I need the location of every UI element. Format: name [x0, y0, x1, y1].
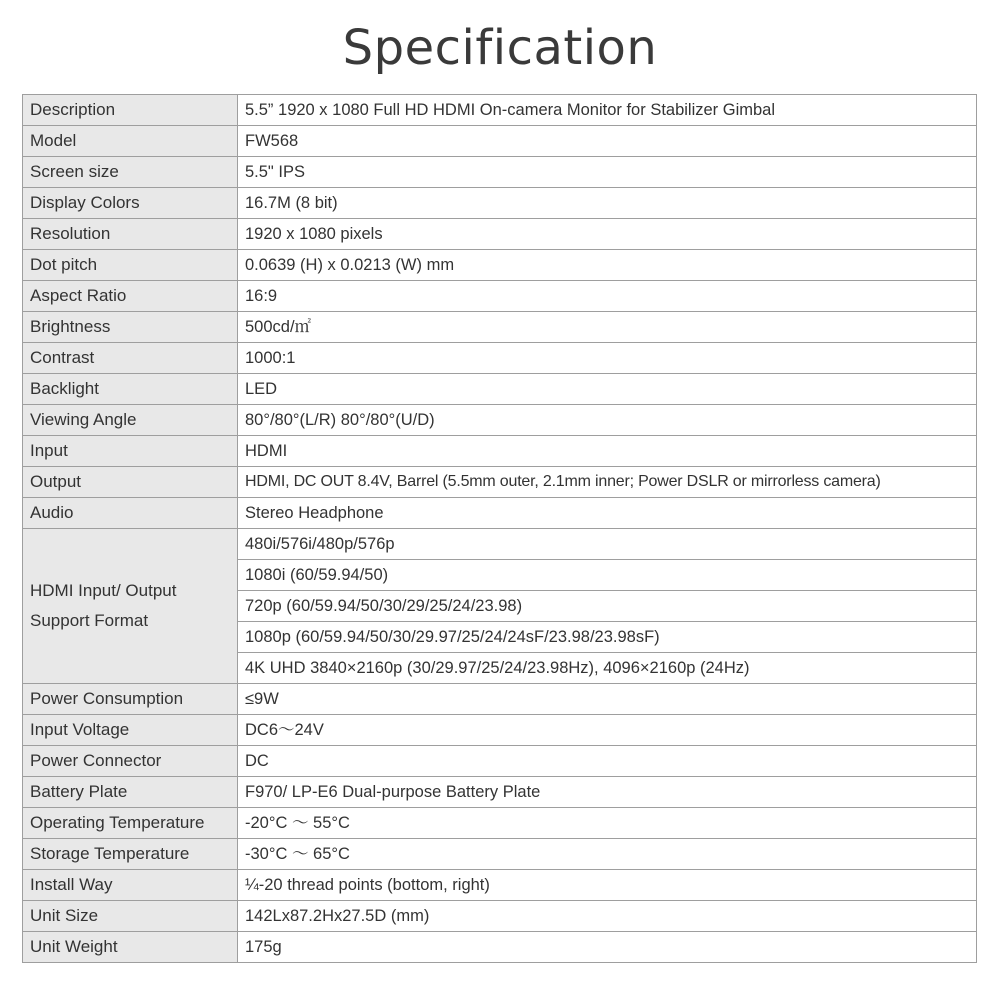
table-row	[23, 312, 977, 343]
spec-label: Input Voltage	[23, 715, 238, 746]
spec-value: DC	[238, 746, 977, 777]
spec-value: Stereo Headphone	[238, 498, 977, 529]
hdmi-format-value: 720p (60/59.94/50/30/29/25/24/23.98)	[238, 591, 977, 622]
spec-label: Aspect Ratio	[23, 281, 238, 312]
spec-value: 16:9	[238, 281, 977, 312]
table-row	[23, 126, 977, 157]
spec-value: 500cd/㎡	[238, 312, 977, 343]
hdmi-format-label-line1: HDMI Input/ Output	[30, 581, 177, 600]
hdmi-format-value: 4K UHD 3840×2160p (30/29.97/25/24/23.98Hz), 4096×2160p (24Hz)	[238, 653, 977, 684]
table-row	[23, 777, 977, 808]
spec-table	[22, 94, 977, 963]
spec-value: 1000:1	[238, 343, 977, 374]
spec-label: Input	[23, 436, 238, 467]
table-row	[23, 498, 977, 529]
spec-value: 16.7M (8 bit)	[238, 188, 977, 219]
spec-label: Viewing Angle	[23, 405, 238, 436]
spec-label: Storage Temperature	[23, 839, 238, 870]
spec-label: Battery Plate	[23, 777, 238, 808]
spec-value: ¼-20 thread points (bottom, right)	[238, 870, 977, 901]
spec-label: Unit Size	[23, 901, 238, 932]
table-row	[23, 188, 977, 219]
hdmi-format-label-line2: Support Format	[30, 611, 149, 630]
table-row	[23, 684, 977, 715]
table-row	[23, 343, 977, 374]
table-row	[23, 250, 977, 281]
spec-value: 5.5” 1920 x 1080 Full HD HDMI On-camera Monitor for Stabilizer Gimbal	[238, 95, 977, 126]
hdmi-format-value: 1080p (60/59.94/50/30/29.97/25/24/24sF/23.98/23.98sF)	[238, 622, 977, 653]
spec-label: Model	[23, 126, 238, 157]
table-row	[23, 901, 977, 932]
spec-label: Audio	[23, 498, 238, 529]
spec-value: -30°C ～ 65°C	[238, 839, 977, 870]
table-row	[23, 715, 977, 746]
spec-label: Screen size	[23, 157, 238, 188]
spec-value: 0.0639 (H) x 0.0213 (W) mm	[238, 250, 977, 281]
spec-label: Contrast	[23, 343, 238, 374]
spec-value: DC6～24V	[238, 715, 977, 746]
table-row	[23, 405, 977, 436]
table-row	[23, 529, 977, 560]
table-row	[23, 219, 977, 250]
table-row	[23, 870, 977, 901]
spec-value: 142Lx87.2Hx27.5D (mm)	[238, 901, 977, 932]
spec-label: Unit Weight	[23, 932, 238, 963]
table-row	[23, 374, 977, 405]
spec-label: Resolution	[23, 219, 238, 250]
table-row	[23, 932, 977, 963]
spec-label: Dot pitch	[23, 250, 238, 281]
hdmi-format-value: 480i/576i/480p/576p	[238, 529, 977, 560]
spec-value: -20°C ～ 55°C	[238, 808, 977, 839]
spec-value: 5.5" IPS	[238, 157, 977, 188]
spec-label: Description	[23, 95, 238, 126]
spec-label: Install Way	[23, 870, 238, 901]
page-title: Specification	[342, 20, 658, 76]
spec-value: FW568	[238, 126, 977, 157]
spec-value: 175g	[238, 932, 977, 963]
spec-value: LED	[238, 374, 977, 405]
hdmi-format-value: 1080i (60/59.94/50)	[238, 560, 977, 591]
spec-label: Backlight	[23, 374, 238, 405]
spec-label: Display Colors	[23, 188, 238, 219]
table-row	[23, 281, 977, 312]
spec-value: 1920 x 1080 pixels	[238, 219, 977, 250]
spec-label: Power Connector	[23, 746, 238, 777]
table-row	[23, 95, 977, 126]
spec-value: F970/ LP-E6 Dual-purpose Battery Plate	[238, 777, 977, 808]
table-row	[23, 436, 977, 467]
table-row	[23, 839, 977, 870]
table-row	[23, 157, 977, 188]
hdmi-format-label	[23, 529, 238, 684]
spec-value: 80°/80°(L/R) 80°/80°(U/D)	[238, 405, 977, 436]
spec-value: HDMI, DC OUT 8.4V, Barrel (5.5mm outer, 2.1mm inner; Power DSLR or mirrorless camera)	[238, 467, 977, 498]
spec-value: HDMI	[238, 436, 977, 467]
spec-label: Operating Temperature	[23, 808, 238, 839]
table-row	[23, 746, 977, 777]
table-row	[23, 467, 977, 498]
spec-label: Power Consumption	[23, 684, 238, 715]
spec-value: ≤9W	[238, 684, 977, 715]
spec-label: Output	[23, 467, 238, 498]
table-row	[23, 808, 977, 839]
spec-label: Brightness	[23, 312, 238, 343]
